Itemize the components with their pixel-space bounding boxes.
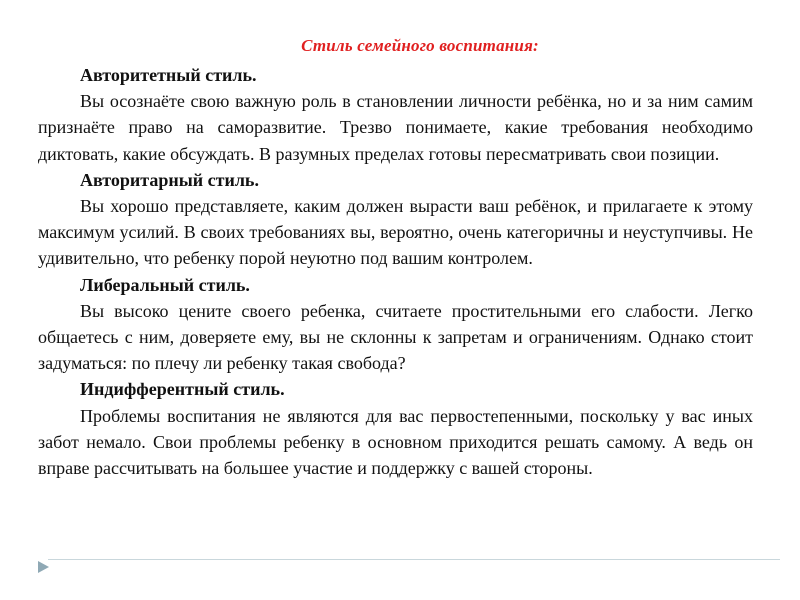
section-heading-authoritarian: Авторитарный стиль.	[80, 169, 259, 190]
section-heading-liberal: Либеральный стиль.	[80, 274, 250, 295]
slide-title: Стиль семейного воспитания:	[301, 36, 539, 55]
section-text-authoritative: Вы осознаёте свою важную роль в становлении личности ребёнка, но и за ним самим признаёте право на саморазвитие. Трезво понимаете, какие требования необходимо диктовать, какие обсуждать. В разумных пределах готовы пересматривать свои позиции.	[38, 91, 753, 164]
section-text-liberal: Вы высоко цените своего ребенка, считаете простительными его слабости. Легко общаетесь с ним, доверяете ему, вы не склонны к запретам и ограничениям. Однако стоит задуматься: по плечу ли ребенку такая свобода?	[38, 300, 753, 374]
content-body	[38, 62, 753, 481]
section-heading-authoritative: Авторитетный стиль.	[80, 65, 257, 85]
triangle-bullet-icon	[38, 561, 49, 573]
footer-divider	[48, 559, 780, 560]
section-text-authoritarian: Вы хорошо представляете, каким должен вырасти ваш ребёнок, и прилагаете к этому максимум усилий. В своих требованиях вы, вероятно, очень категоричны и неуступчивы. Не удивительно, что ребенку порой неуютно под вашим контролем.	[38, 196, 753, 269]
section-text-indifferent: Проблемы воспитания не являются для вас первостепенными, поскольку у вас иных забот немало. Свои проблемы ребенку в основном приходится решать самому. А ведь он вправе рассчитывать на большее участие и поддержку с вашей стороны.	[38, 405, 753, 479]
section-heading-indifferent: Индифферентный стиль.	[80, 379, 285, 400]
